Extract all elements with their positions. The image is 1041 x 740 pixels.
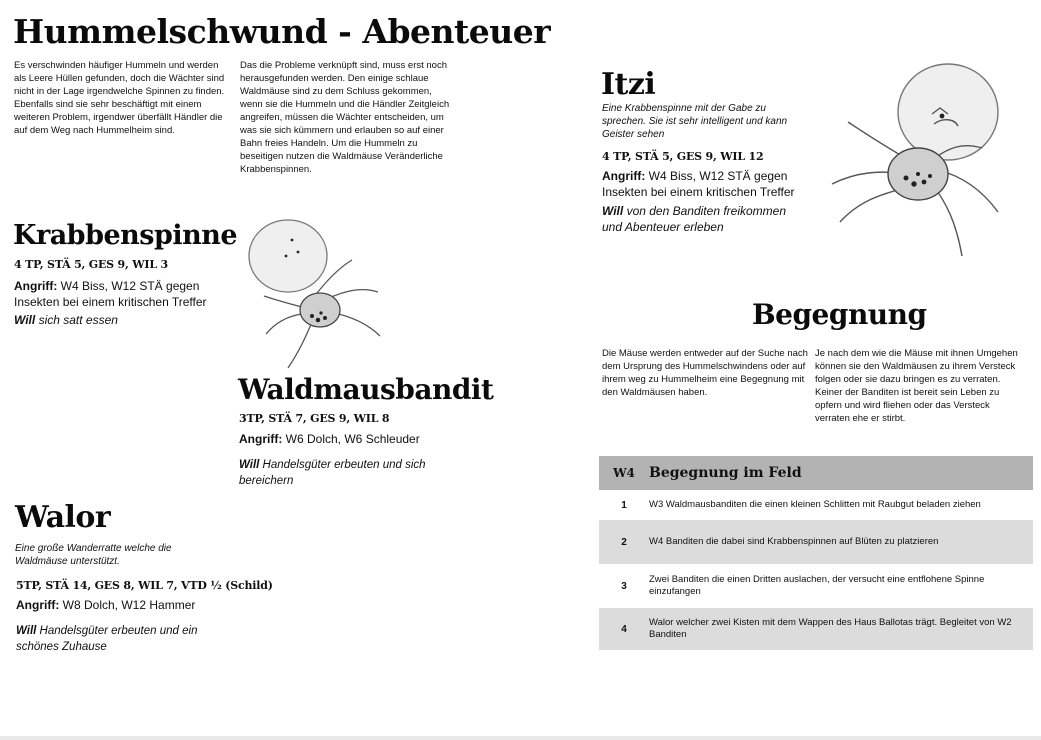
krabbenspinne-attack: [14, 278, 214, 310]
row-number: 3: [621, 580, 627, 592]
attack-text: W4 Biss, W12 STÄ gegen Insekten bei einem kritischen Treffer: [14, 279, 207, 309]
krabbenspinne-will: [14, 312, 214, 328]
will-text: sich satt essen: [38, 313, 118, 327]
table-header: [599, 456, 1033, 490]
row-text: Walor welcher zwei Kisten mit dem Wappen des Haus Ballotas trägt. Begleitet von W2 Banditen: [649, 617, 1012, 640]
will-label: Will: [602, 204, 624, 218]
itzi-description: Eine Krabbenspinne mit der Gabe zu sprechen. Sie ist sehr intelligent und kann Geister sehen: [602, 103, 788, 140]
will-text: Handelsgüter erbeuten und ein schönes Zuhause: [16, 625, 198, 653]
walor-description: Eine große Wanderratte welche die Waldmäuse unterstützt.: [15, 543, 172, 567]
attack-text: W8 Dolch, W12 Hammer: [62, 598, 196, 612]
table-row: [599, 608, 1033, 650]
row-text: W4 Banditen die dabei sind Krabbenspinnen auf Blüten zu platzieren: [649, 536, 939, 547]
waldmausbandit-stats: 3TP, STÄ 7, GES 9, WIL 8: [239, 412, 390, 425]
begegnung-heading: Begegnung: [752, 298, 927, 331]
intro-column-2: Das die Probleme verknüpft sind, muss erst noch herausgefunden werden. Den einige schlaue Waldmäuse sind zu dem Schluss gekommen, wenn sie die Hummeln und die Händler Zeitgleich angreifen, müssen die Wächter entscheiden, um was sie sich kümmern und erlauben so auf einer Bahn freies Handeln. Um die Hummeln zu beseitigen nutzen die Waldmäuse Veränderliche Krabbenspinnen.: [240, 60, 450, 175]
will-label: Will: [14, 313, 36, 327]
attack-label: Angriff:: [14, 279, 58, 293]
begegnung-column-1: Die Mäuse werden entweder auf der Suche nach dem Ursprung des Hummelschwindens oder auf ihrem weg zu Hummelheim eine Begegnung mit den Waldmäusen haben.: [602, 348, 808, 398]
walor-attack: [16, 597, 226, 613]
page-footer-bar: [0, 736, 1041, 740]
will-label: Will: [16, 625, 37, 637]
krabbenspinne-stats: 4 TP, STÄ 5, GES 9, WIL 3: [14, 258, 168, 271]
crab-spider-illustration: [822, 52, 1022, 262]
waldmausbandit-will: [239, 457, 439, 489]
row-number: 4: [621, 623, 627, 635]
table-header-title: Begegnung im Feld: [649, 465, 802, 481]
begegnung-column-2: Je nach dem wie die Mäuse mit ihnen Umgehen können sie den Waldmäusen zu ihrem Versteck folgen oder sie dazu bringen es zu verraten. Keiner der Banditen ist bereit sein Leben zu opfern und wird fliehen oder das Versteck verraten ehe er stirbt.: [815, 348, 1018, 424]
table-row: [599, 490, 1033, 520]
walor-stats: 5TP, STÄ 14, GES 8, WIL 7, VTD ½ (Schild): [16, 579, 273, 592]
row-number: 2: [621, 536, 627, 548]
crab-spider-illustration: [240, 212, 390, 372]
itzi-stats: 4 TP, STÄ 5, GES 9, WIL 12: [602, 150, 764, 163]
will-text: von den Banditen freikommen und Abenteuer erleben: [602, 204, 787, 234]
will-text: Handelsgüter erbeuten und sich bereichern: [239, 459, 426, 487]
encounter-table: [599, 456, 1033, 650]
row-number: 1: [621, 499, 627, 511]
table-header-die: W4: [613, 466, 635, 480]
table-row: [599, 520, 1033, 564]
intro-column-1: Es verschwinden häufiger Hummeln und werden als Leere Hüllen gefunden, doch die Wächter sind nicht in der Lage irgendwelche Spinnen zu finden. Ebenfalls sind sie sehr beschäftigt mit einem weiteren Problem, irgendwer überfällt Händler die auf dem Weg nach Hummelheim sind.: [14, 60, 225, 136]
krabbenspinne-heading: Krabbenspinne: [13, 220, 238, 251]
walor-will: [16, 623, 216, 655]
attack-label: Angriff:: [239, 432, 283, 446]
row-text: W3 Waldmausbanditen die einen kleinen Schlitten mit Raubgut beladen ziehen: [649, 499, 981, 510]
attack-text: W6 Dolch, W6 Schleuder: [285, 432, 420, 446]
page-title: Hummelschwund - Abenteuer: [13, 12, 551, 51]
itzi-attack: [602, 168, 802, 200]
table-row: [599, 564, 1033, 608]
waldmausbandit-attack: [239, 431, 449, 447]
walor-heading: Walor: [15, 500, 111, 535]
itzi-heading: Itzi: [601, 67, 656, 102]
waldmausbandit-heading: Waldmausbandit: [238, 373, 494, 406]
attack-label: Angriff:: [602, 169, 646, 183]
itzi-will: [602, 203, 802, 235]
will-label: Will: [239, 459, 260, 471]
attack-text: W4 Biss, W12 STÄ gegen Insekten bei einem kritischen Treffer: [602, 169, 795, 199]
attack-label: Angriff:: [16, 598, 60, 612]
row-text: Zwei Banditen die einen Dritten auslachen, der versucht eine entflohene Spinne einzufangen: [649, 574, 985, 597]
